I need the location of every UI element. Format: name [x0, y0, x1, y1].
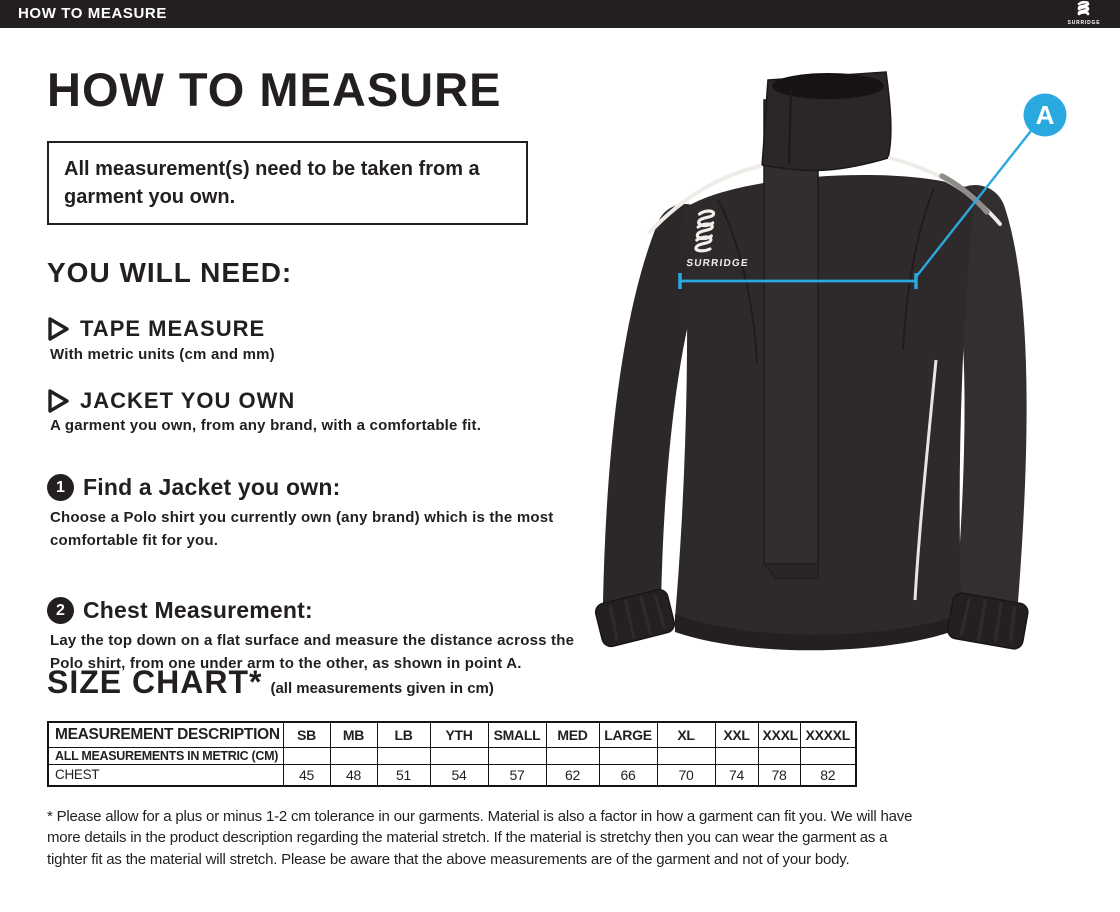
table-cell-empty: [800, 747, 856, 764]
step-1-title: Find a Jacket you own:: [83, 474, 341, 500]
table-header-cell: XXXXL: [800, 722, 856, 747]
table-header-cell: XXXL: [758, 722, 800, 747]
need-item-description: With metric units (cm and mm): [50, 346, 275, 363]
table-cell-value: 45: [283, 764, 330, 786]
jacket-svg: [590, 58, 1080, 698]
surridge-s-icon: [1075, 1, 1093, 17]
size-chart-subheading: (all measurements given in cm): [270, 680, 494, 697]
table-cell-empty: [283, 747, 330, 764]
table-cell-value: 82: [800, 764, 856, 786]
you-will-need-heading: YOU WILL NEED:: [47, 257, 293, 288]
size-chart-heading-row: [47, 664, 494, 701]
step-2-number-badge: 2: [47, 597, 74, 624]
surridge-logo: [1060, 1, 1108, 27]
table-cell-value: 62: [546, 764, 599, 786]
table-cell-empty: [546, 747, 599, 764]
step-2-title: Chest Measurement:: [83, 597, 313, 623]
need-item-jacket: [47, 388, 295, 414]
jacket-illustration: [590, 58, 1080, 698]
table-cell-empty: [758, 747, 800, 764]
table-header-cell: MEASUREMENT DESCRIPTION: [48, 722, 283, 747]
size-chart-heading: SIZE CHART*: [47, 664, 263, 700]
top-bar-title: HOW TO MEASURE: [18, 5, 167, 22]
triangle-bullet-icon: [47, 389, 70, 413]
page-title: HOW TO MEASURE: [47, 63, 502, 116]
step-1-header: [47, 474, 340, 501]
table-cell-value: 70: [657, 764, 715, 786]
table-header-cell: MED: [546, 722, 599, 747]
table-cell-value: 74: [715, 764, 758, 786]
table-cell-empty: [715, 747, 758, 764]
top-bar: [0, 0, 1120, 28]
table-header-cell: XXL: [715, 722, 758, 747]
table-cell-value: 78: [758, 764, 800, 786]
surridge-wordmark: SURRIDGE: [1067, 20, 1101, 26]
table-cell-empty: [430, 747, 488, 764]
table-header-cell: MB: [330, 722, 377, 747]
table-cell-empty: [377, 747, 430, 764]
table-cell-empty: [330, 747, 377, 764]
jacket-collar-opening: [772, 73, 884, 99]
step-2-description: Lay the top down on a flat surface and measure the distance across the Polo shirt, from one under arm to the other, as shown in point A.: [50, 632, 575, 673]
marker-a-label: A: [1035, 100, 1055, 130]
table-header-row: [48, 722, 856, 747]
table-cell-value: 54: [430, 764, 488, 786]
table-row-label: CHEST: [48, 764, 283, 786]
table-row-label: ALL MEASUREMENTS IN METRIC (CM): [48, 747, 283, 764]
surridge-chest-wordmark: SURRIDGE: [685, 258, 750, 269]
table-header-cell: SB: [283, 722, 330, 747]
step-1-number-badge: 1: [47, 474, 74, 501]
step-2-header: [47, 597, 313, 624]
table-cell-value: 66: [599, 764, 657, 786]
table-row-chest: [48, 764, 856, 786]
table-header-cell: LB: [377, 722, 430, 747]
table-cell-empty: [657, 747, 715, 764]
marker-a-badge: [1024, 94, 1067, 137]
table-cell-value: 48: [330, 764, 377, 786]
table-header-cell: SMALL: [488, 722, 546, 747]
jacket-left-sleeve: [632, 233, 685, 603]
need-item-description: A garment you own, from any brand, with a comfortable fit.: [50, 417, 482, 434]
need-item-label: JACKET YOU OWN: [80, 388, 296, 413]
table-cell-empty: [488, 747, 546, 764]
measurement-note-box: All measurement(s) need to be taken from a garment you own.: [47, 141, 528, 225]
need-item-label: TAPE MEASURE: [80, 316, 266, 341]
table-header-cell: YTH: [430, 722, 488, 747]
triangle-bullet-icon: [47, 317, 70, 341]
table-header-cell: XL: [657, 722, 715, 747]
table-cell-value: 51: [377, 764, 430, 786]
size-chart-footnote: * Please allow for a plus or minus 1-2 cm tolerance in our garments. Material is also a factor in how a garment can fit you. We will have more details in the product description regarding the material stretch. If the material is stretchy then you can wear the garment as a tighter fit as the material will stretch. Please be aware that the above measurements are of the garment and not of your body.: [47, 808, 913, 868]
table-row-metric-note: [48, 747, 856, 764]
size-chart-table: [47, 721, 857, 787]
step-1-description: Choose a Polo shirt you currently own (any brand) which is the most comfortable fit for you.: [50, 509, 554, 550]
table-header-cell: LARGE: [599, 722, 657, 747]
table-cell-empty: [599, 747, 657, 764]
need-item-tape-measure: [47, 316, 265, 342]
jacket-right-sleeve: [975, 216, 996, 613]
table-cell-value: 57: [488, 764, 546, 786]
